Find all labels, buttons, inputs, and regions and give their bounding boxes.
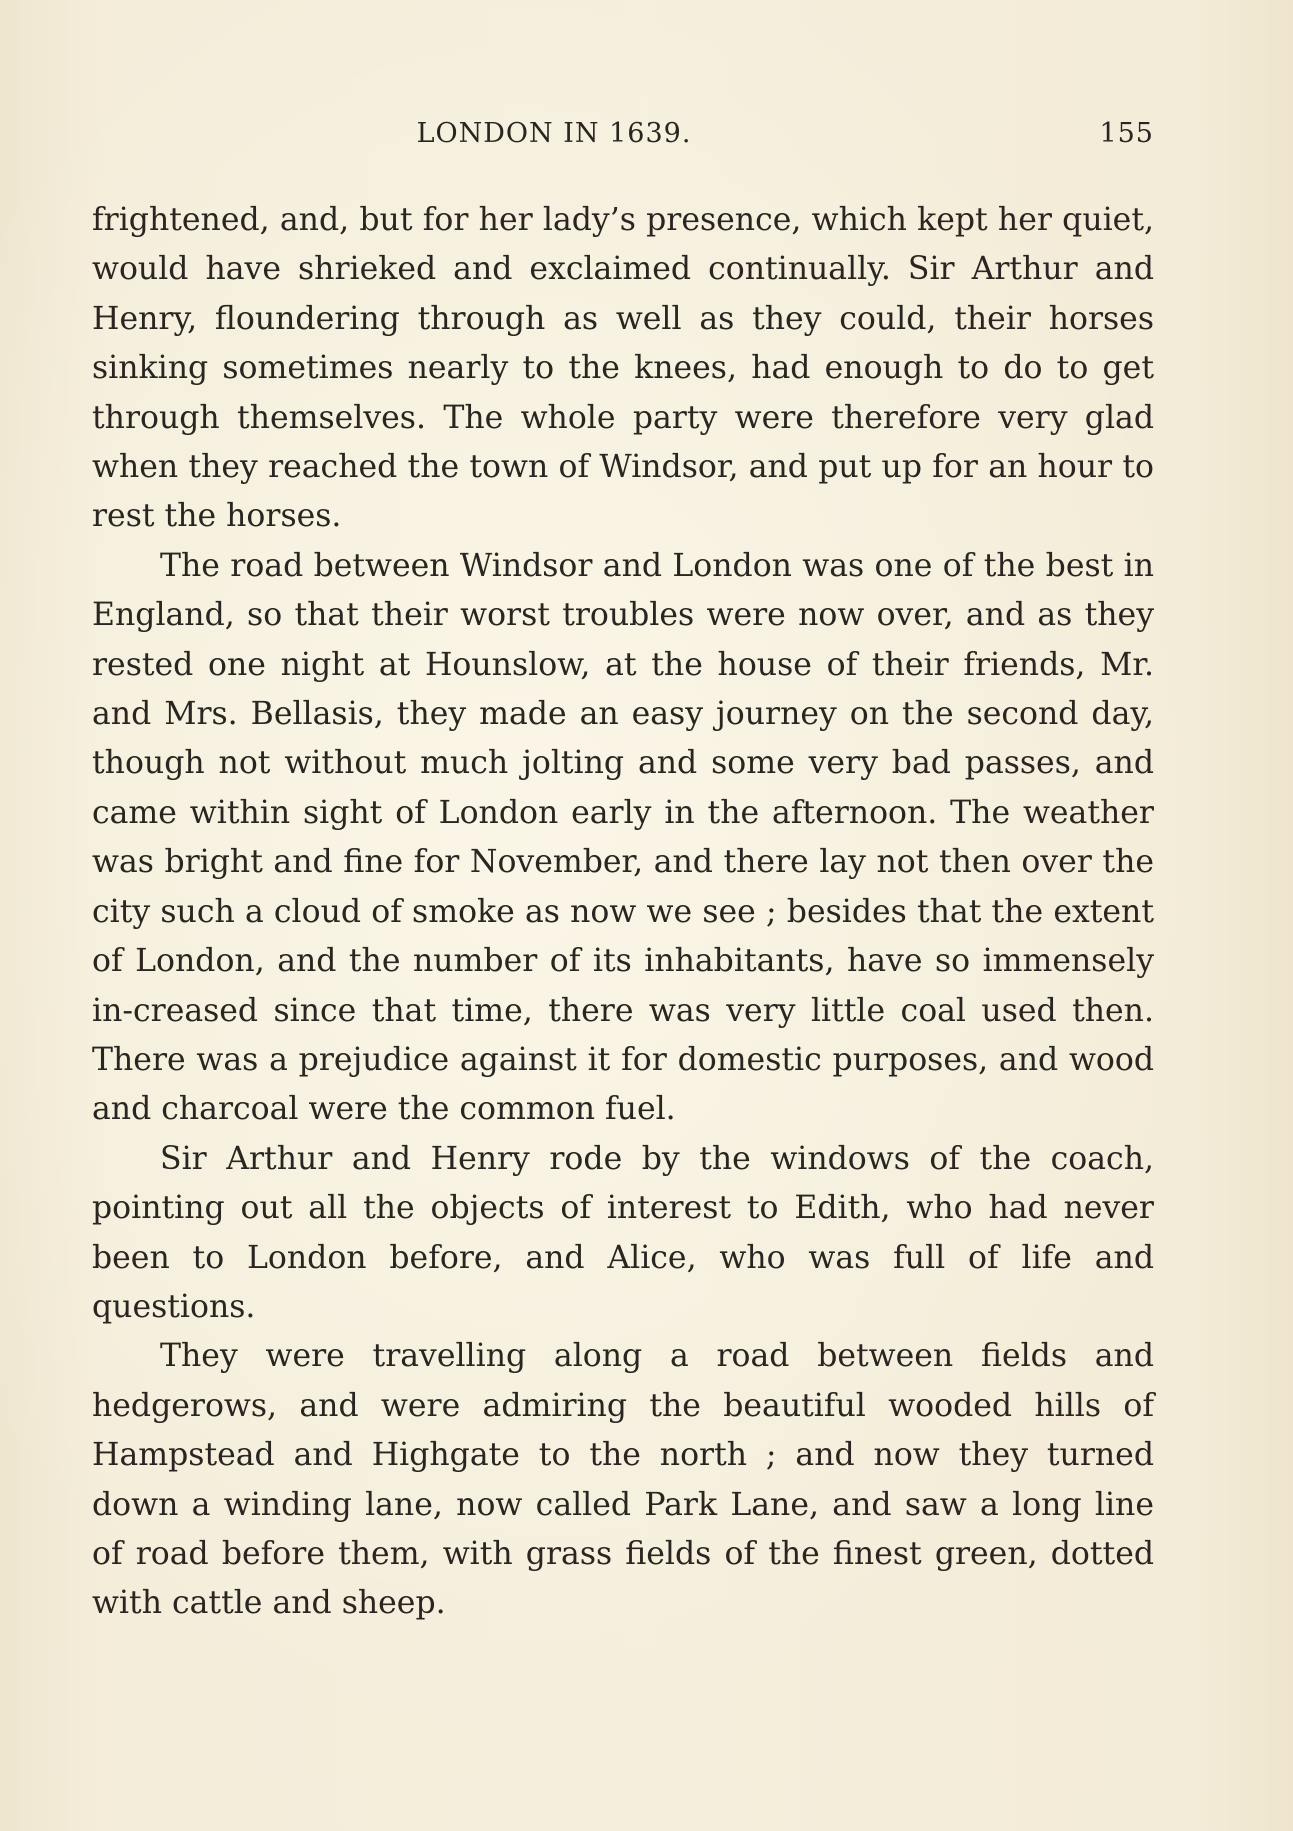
paragraph: They were travelling along a road between fields and hedgerows, and were admiring the beautiful wooded hills of Hampstead and Highgate to the north ; and now they turned down a winding lane, now called Park Lane, and saw a long line of road before them, with grass fields of the finest green, dotted with cattle and sheep. [92,1338,1154,1622]
page-header [94,118,1154,158]
page-number: 155 [1099,118,1154,149]
running-title: LONDON IN 1639. [416,118,692,149]
paragraph: The road between Windsor and London was one of the best in England, so that their worst troubles were now over, and as they rested one night at Hounslow, at the house of their friends, Mr. and Mrs. Bellasis, they made an easy journey on the second day, though not without much jolting and some very bad passes, and came within sight of London early in the afternoon. The weather was bright and fine for November, and there lay not then over the city such a cloud of smoke as now we see ; besides that the extent of London, and the number of its inhabitants, have so immensely in-creased since that time, there was very little coal used then. There was a prejudice against it for domestic purposes, and wood and charcoal were the common fuel. [92,547,1154,1128]
body-text [92,196,1154,1629]
paragraph-continued: frightened, and, but for her lady’s presence, which kept her quiet, would have shrieked and exclaimed continually. Sir Arthur and Henry, floundering through as well as they could, their horses sinking sometimes nearly to the knees, had enough to do to get through themselves. The whole party were therefore very glad when they reached the town of Windsor, and put up for an hour to rest the horses. [92,202,1154,535]
paragraph: Sir Arthur and Henry rode by the windows of the coach, pointing out all the objects of interest to Edith, who had never been to London before, and Alice, who was full of life and questions. [92,1140,1154,1325]
